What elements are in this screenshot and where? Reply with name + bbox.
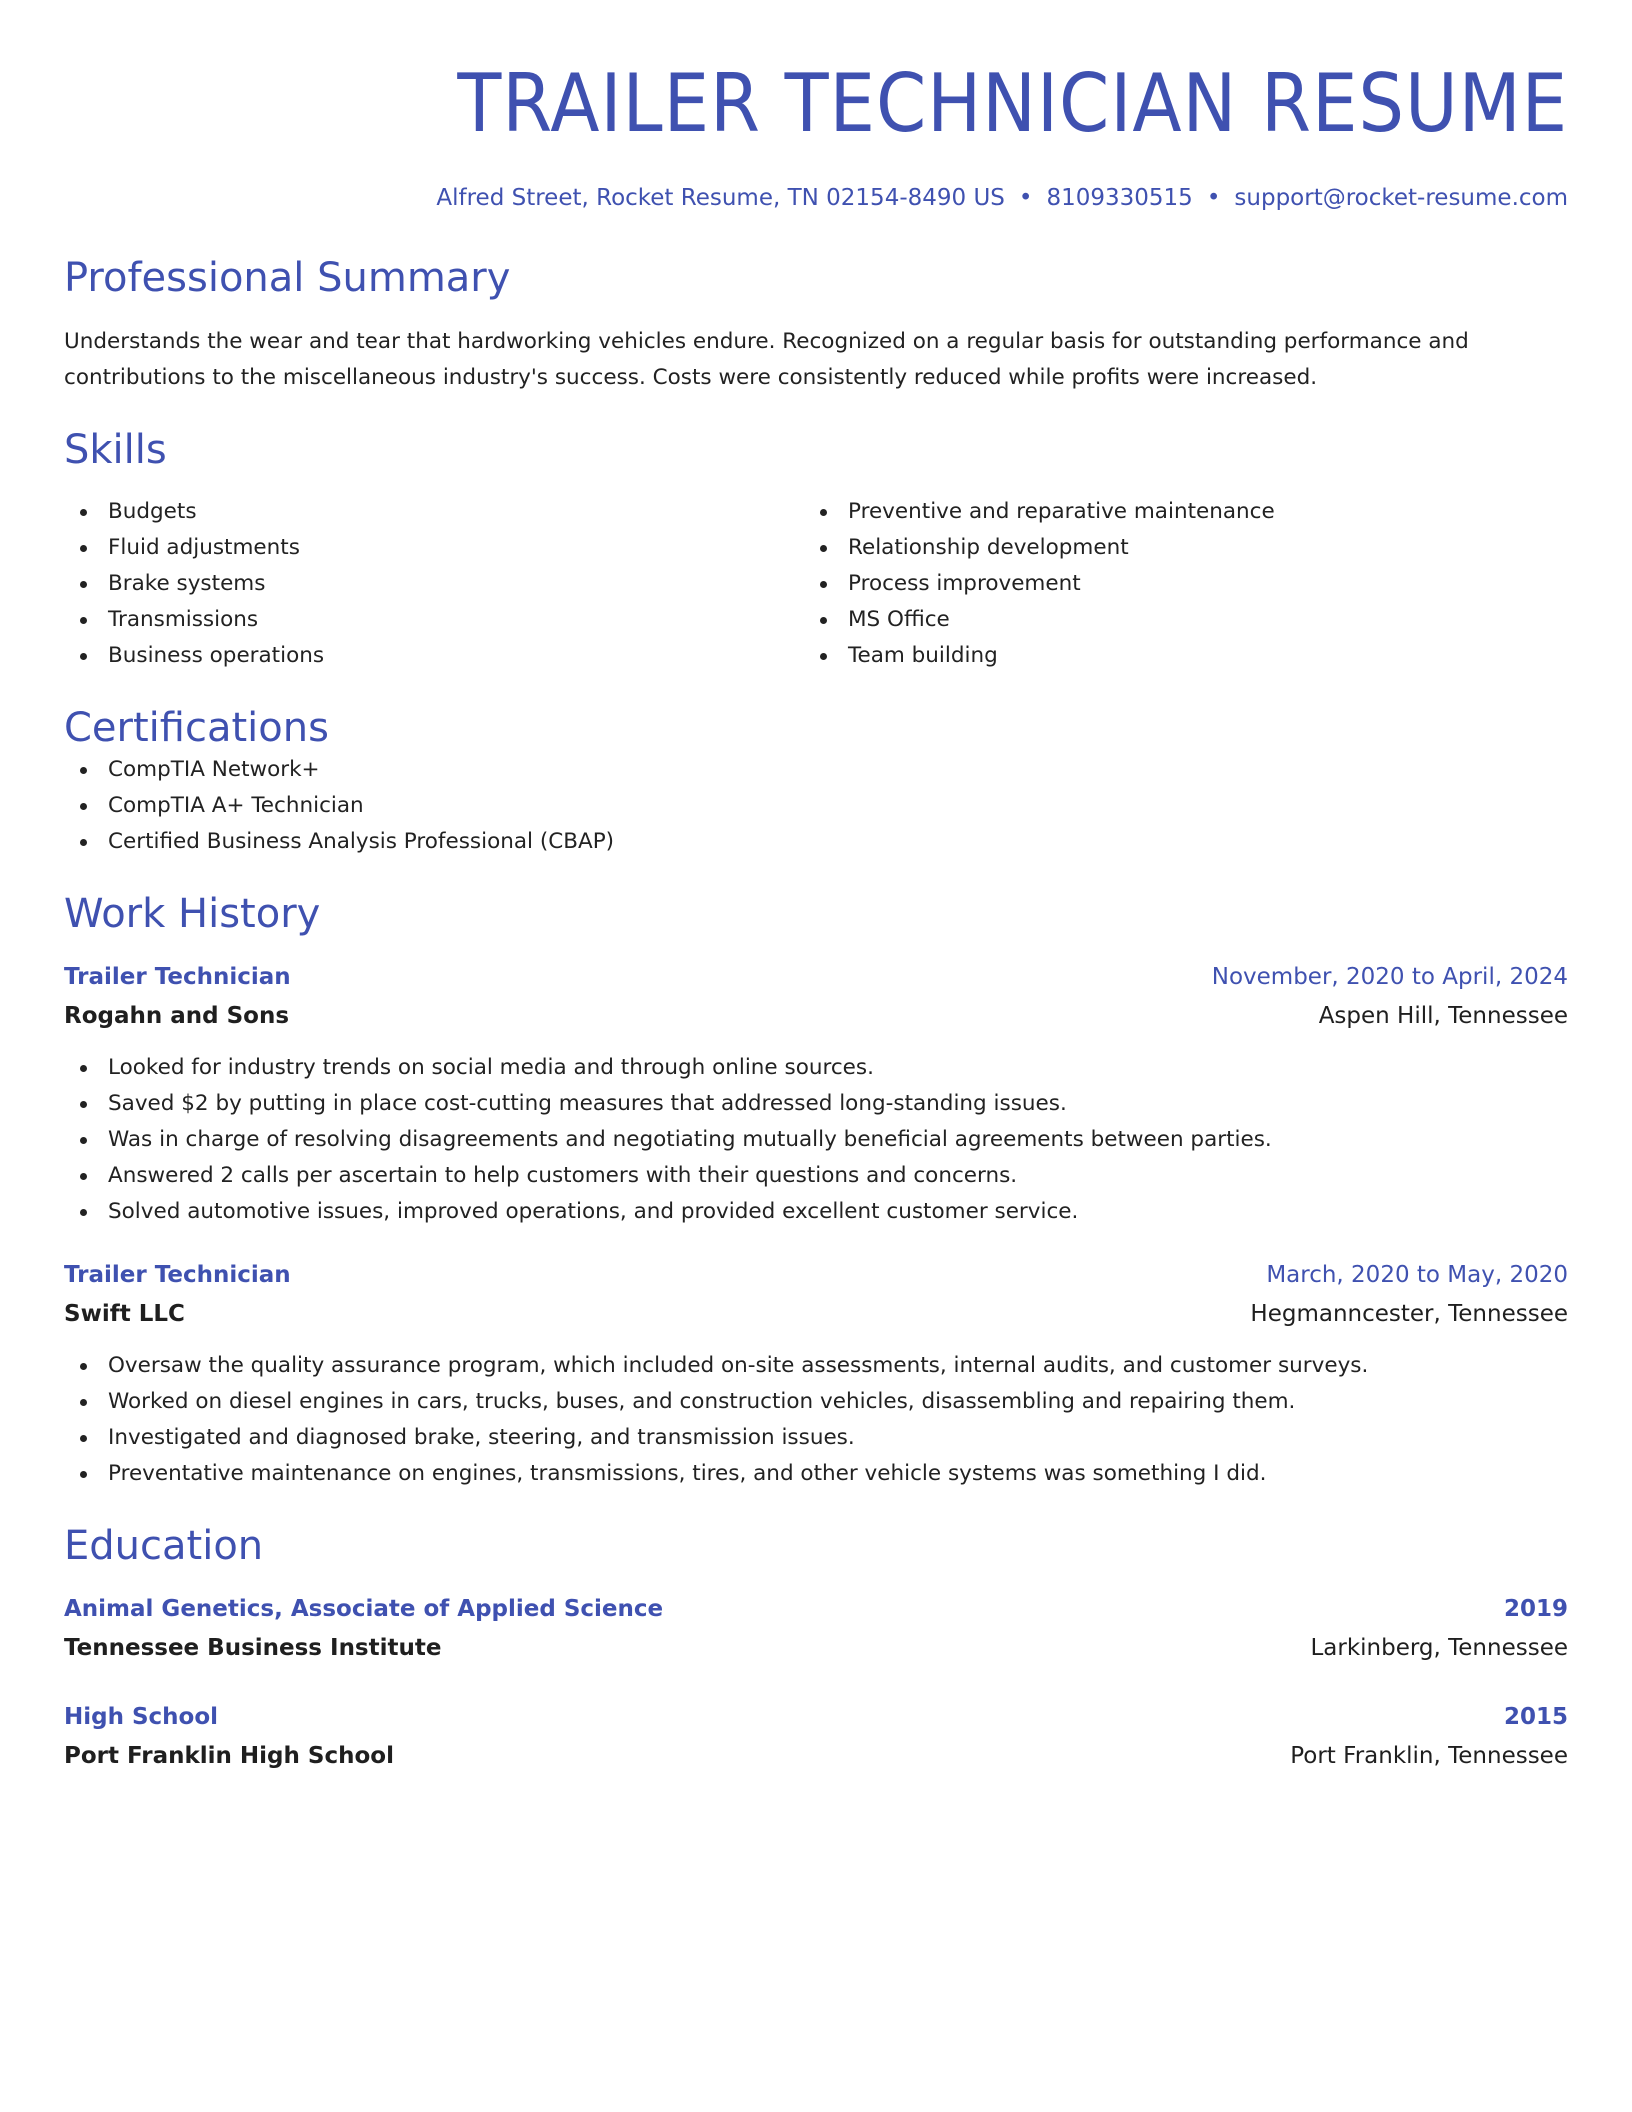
skill-item: Fluid adjustments	[64, 530, 804, 566]
certification-item: CompTIA Network+	[64, 752, 1568, 788]
job-bullet: Solved automotive issues, improved operations, and provided excellent customer service.	[64, 1194, 1568, 1230]
school-name: Tennessee Business Institute	[64, 1635, 442, 1661]
job-title: Trailer Technician	[64, 1262, 291, 1288]
job-bullet: Looked for industry trends on social media and through online sources.	[64, 1050, 1568, 1086]
summary-text: Understands the wear and tear that hardworking vehicles endure. Recognized on a regular basis for outstanding performance and contributions to the miscellaneous industry's success. Costs were consistently reduced while profits were increased.	[64, 329, 1469, 390]
job-bullet: Was in charge of resolving disagreements and negotiating mutually beneficial agreements between parties.	[64, 1122, 1568, 1158]
job-bullet: Investigated and diagnosed brake, steering, and transmission issues.	[64, 1420, 1568, 1456]
job-location: Hegmanncester, Tennessee	[1250, 1301, 1568, 1327]
skill-item: Business operations	[64, 638, 804, 674]
skill-item: Relationship development	[804, 530, 1544, 566]
skill-item: Team building	[804, 638, 1544, 674]
certification-item: CompTIA A+ Technician	[64, 788, 1568, 824]
education-entry	[64, 1698, 1568, 1776]
separator-dot: •	[1206, 185, 1221, 211]
skills-grid	[64, 494, 1568, 674]
job-dates: November, 2020 to April, 2024	[1211, 964, 1568, 990]
skill-item: Transmissions	[64, 602, 804, 638]
job-bullets	[64, 1348, 1568, 1492]
contact-line	[64, 182, 1568, 214]
company-name: Rogahn and Sons	[64, 1003, 290, 1029]
degree-name: Animal Genetics, Associate of Applied Science	[64, 1596, 664, 1622]
job-bullet: Worked on diesel engines in cars, trucks, buses, and construction vehicles, disassembling and repairing them.	[64, 1384, 1568, 1420]
skill-item: MS Office	[804, 602, 1544, 638]
skill-item: Preventive and reparative maintenance	[804, 494, 1544, 530]
company-name: Swift LLC	[64, 1301, 185, 1327]
graduation-year: 2019	[1503, 1596, 1568, 1622]
job-entry	[64, 1256, 1568, 1492]
graduation-year: 2015	[1503, 1704, 1568, 1730]
job-bullet: Answered 2 calls per ascertain to help customers with their questions and concerns.	[64, 1158, 1568, 1194]
address: Alfred Street, Rocket Resume, TN 02154-8490 US	[436, 185, 1005, 211]
certification-item: Certified Business Analysis Professional (CBAP)	[64, 824, 1568, 860]
job-bullet: Oversaw the quality assurance program, which included on-site assessments, internal audits, and customer surveys.	[64, 1348, 1568, 1384]
certifications-heading: Certifications	[64, 705, 329, 751]
degree-name: High School	[64, 1704, 219, 1730]
email-link[interactable]: support@rocket-resume.com	[1234, 185, 1568, 211]
school-name: Port Franklin High School	[64, 1743, 394, 1769]
skill-item: Process improvement	[804, 566, 1544, 602]
job-location: Aspen Hill, Tennessee	[1318, 1003, 1568, 1029]
skill-item: Budgets	[64, 494, 804, 530]
job-entry	[64, 958, 1568, 1230]
job-bullets	[64, 1050, 1568, 1230]
certifications-list	[64, 752, 1568, 860]
job-bullet: Saved $2 by putting in place cost-cutting measures that addressed long-standing issues.	[64, 1086, 1568, 1122]
separator-dot: •	[1018, 185, 1033, 211]
education-entry	[64, 1590, 1568, 1668]
skills-heading: Skills	[64, 427, 167, 473]
resume-header	[64, 56, 1568, 214]
job-dates: March, 2020 to May, 2020	[1266, 1262, 1568, 1288]
phone: 8109330515	[1046, 185, 1193, 211]
skills-column-right	[804, 494, 1544, 674]
work-history-heading: Work History	[64, 891, 321, 937]
skill-item: Brake systems	[64, 566, 804, 602]
school-location: Port Franklin, Tennessee	[1290, 1743, 1568, 1769]
school-location: Larkinberg, Tennessee	[1310, 1635, 1568, 1661]
skills-column-left	[64, 494, 804, 674]
job-bullet: Preventative maintenance on engines, transmissions, tires, and other vehicle systems was something I did.	[64, 1456, 1568, 1492]
education-heading: Education	[64, 1523, 264, 1569]
summary-heading: Professional Summary	[64, 255, 511, 301]
resume-title: TRAILER TECHNICIAN RESUME	[457, 57, 1569, 150]
job-title: Trailer Technician	[64, 964, 291, 990]
